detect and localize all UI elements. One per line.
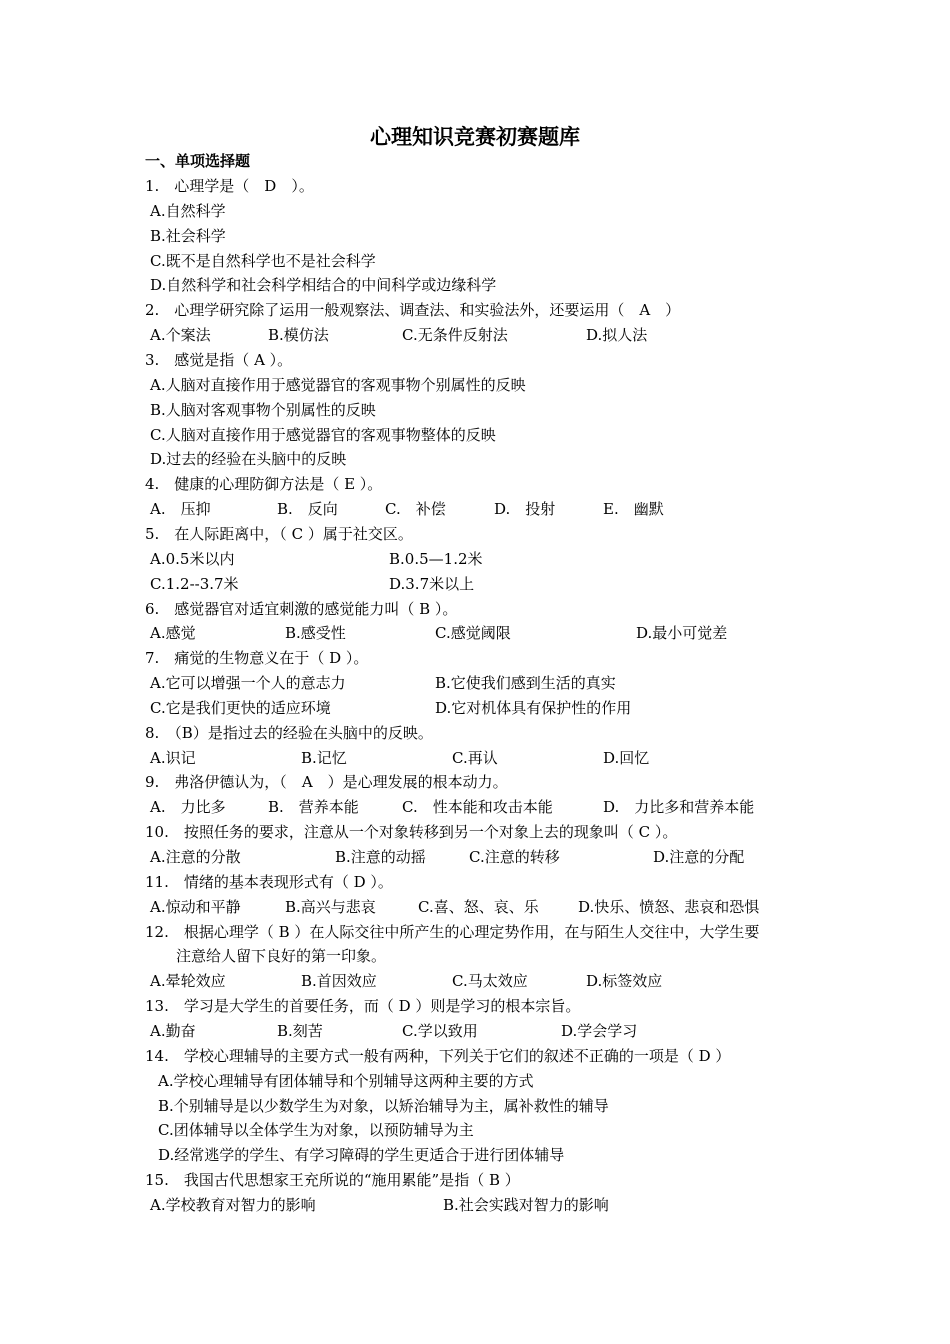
- line-text: B.社会科学: [150, 226, 226, 245]
- line-text: 8. （B）是指过去的经验在头脑中的反映。: [145, 723, 433, 742]
- section-heading-text: 一、单项选择题: [145, 152, 251, 170]
- line-text: B.人脑对客观事物个别属性的反映: [150, 400, 376, 419]
- answer-option: C. 性本能和攻击本能: [402, 798, 553, 817]
- answer-option: C. 补偿: [385, 500, 446, 519]
- answer-option: B.首因效应: [301, 972, 377, 991]
- answer-option: A.注意的分散: [150, 848, 241, 866]
- answer-option: D.它对机体具有保护性的作用: [435, 698, 632, 717]
- answer-option: B.刻苦: [277, 1021, 323, 1040]
- answer-option: D.注意的分配: [653, 848, 745, 866]
- line-text: 5. 在人际距离中，（ C ）属于社交区。: [145, 524, 413, 543]
- answer-option: A.学校教育对智力的影响: [150, 1195, 316, 1214]
- line-text: A.人脑对直接作用于感觉器官的客观事物个别属性的反映: [150, 375, 526, 394]
- line-text: 11. 情绪的基本表现形式有（ D ）。: [145, 872, 393, 891]
- answer-option: D.拟人法: [586, 326, 648, 345]
- answer-option: D. 力比多和营养本能: [603, 798, 755, 817]
- answer-option: D.回忆: [603, 748, 650, 767]
- answer-option: A. 力比多: [150, 798, 226, 817]
- line-text: 9. 弗洛伊德认为，（ A ）是心理发展的根本动力。: [145, 773, 508, 792]
- line-text: 12. 根据心理学（ B ）在人际交往中所产生的心理定势作用，在与陌生人交往中，大学生要: [145, 922, 760, 941]
- line-text: C.团体辅导以全体学生为对象，以预防辅导为主: [158, 1121, 474, 1140]
- answer-option: B.高兴与悲哀: [285, 897, 376, 916]
- line-text: D.经常逃学的学生、有学习障碍的学生更适合于进行团体辅导: [158, 1146, 565, 1165]
- line-text: 4. 健康的心理防御方法是（ E ）。: [145, 475, 383, 494]
- answer-option: B.模仿法: [268, 326, 329, 345]
- answer-option: C.它是我们更快的适应环境: [150, 698, 331, 717]
- line-text: 13. 学习是大学生的首要任务，而（ D ）则是学习的根本宗旨。: [145, 997, 581, 1016]
- answer-option: B. 反向: [277, 500, 338, 519]
- line-text: D.过去的经验在头脑中的反映: [150, 450, 347, 469]
- answer-option: E. 幽默: [603, 500, 664, 519]
- answer-option: A.0.5米以内: [150, 549, 235, 568]
- answer-option: C.注意的转移: [469, 848, 560, 866]
- line-text: B.个别辅导是以少数学生为对象，以矫治辅导为主，属补救性的辅导: [158, 1096, 609, 1115]
- line-text: 注意给人留下良好的第一印象。: [176, 947, 387, 966]
- answer-option: B.注意的动摇: [335, 848, 426, 866]
- answer-option: B.0.5—1.2米: [389, 549, 483, 568]
- line-text: A.自然科学: [150, 201, 226, 220]
- line-text: 3. 感觉是指（ A ）。: [145, 351, 293, 369]
- answer-option: C.马太效应: [452, 972, 528, 991]
- answer-option: A.个案法: [150, 326, 211, 345]
- line-text: 14. 学校心理辅导的主要方式一般有两种，下列关于它们的叙述不正确的一项是（ D ）: [145, 1046, 731, 1065]
- line-text: 7. 痛觉的生物意义在于（ D ）。: [145, 649, 369, 668]
- answer-option: B.社会实践对智力的影响: [443, 1195, 609, 1214]
- answer-option: D.3.7米以上: [389, 574, 475, 593]
- line-text: 15. 我国古代思想家王充所说的“施用累能”是指（ B ）: [145, 1171, 520, 1189]
- answer-option: D.标签效应: [586, 972, 663, 991]
- line-text: 1. 心理学是（ D ）。: [145, 177, 314, 195]
- answer-option: B. 营养本能: [268, 798, 359, 817]
- line-text: C.既不是自然科学也不是社会科学: [150, 251, 376, 270]
- page-title: 心理知识竞赛初赛题库: [370, 124, 580, 149]
- answer-option: D.最小可觉差: [636, 624, 728, 643]
- answer-option: B.感受性: [285, 624, 346, 643]
- answer-option: A.晕轮效应: [150, 972, 226, 991]
- line-text: 10. 按照任务的要求，注意从一个对象转移到另一个对象上去的现象叫（ C ）。: [145, 823, 678, 842]
- answer-option: C.感觉阈限: [435, 624, 511, 643]
- answer-option: B.记忆: [301, 748, 347, 767]
- answer-option: A.勤奋: [150, 1021, 196, 1040]
- line-text: 2. 心理学研究除了运用一般观察法、调查法、和实验法外，还要运用（ A ）: [145, 301, 681, 320]
- answer-option: C.再认: [452, 748, 498, 767]
- answer-option: C.喜、怒、哀、乐: [418, 897, 539, 916]
- answer-option: A.惊动和平静: [150, 897, 241, 916]
- answer-option: C.无条件反射法: [402, 326, 508, 345]
- line-text: D.自然科学和社会科学相结合的中间科学或边缘科学: [150, 276, 497, 295]
- answer-option: C.学以致用: [402, 1021, 478, 1040]
- line-text: C.人脑对直接作用于感觉器官的客观事物整体的反映: [150, 425, 496, 444]
- line-text: A.学校心理辅导有团体辅导和个别辅导这两种主要的方式: [158, 1071, 534, 1090]
- answer-option: D. 投射: [494, 500, 556, 519]
- answer-option: A.感觉: [150, 624, 196, 643]
- line-text: 6. 感觉器官对适宜刺激的感觉能力叫（ B ）。: [145, 599, 458, 618]
- answer-option: D.学会学习: [561, 1021, 638, 1040]
- answer-option: A. 压抑: [150, 500, 211, 519]
- answer-option: A.它可以增强一个人的意志力: [150, 674, 346, 692]
- answer-option: D.快乐、愤怒、悲哀和恐惧: [578, 897, 760, 916]
- answer-option: C.1.2--3.7米: [150, 574, 239, 593]
- answer-option: B.它使我们感到生活的真实: [435, 674, 616, 692]
- answer-option: A.识记: [150, 748, 196, 767]
